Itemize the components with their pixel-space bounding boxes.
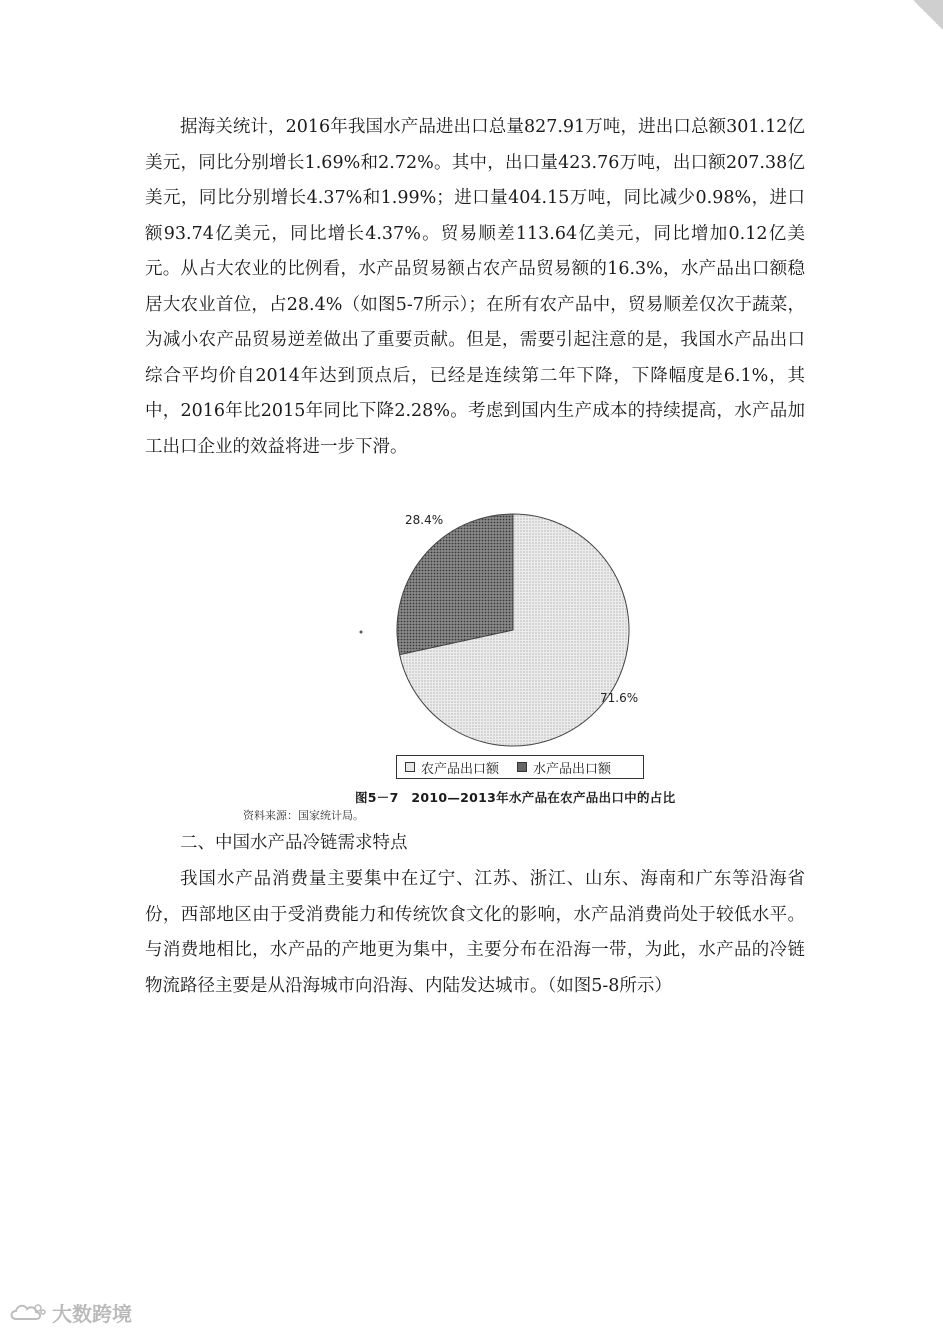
legend-swatch-light	[405, 762, 415, 772]
figure-caption: 图5－7 2010—2013年水产品在农产品出口中的占比	[355, 790, 676, 805]
slice-label-agricultural: 71.6%	[600, 691, 639, 705]
figure-source: 资料来源：国家统计局。	[243, 809, 364, 822]
body-paragraph-2: 我国水产品消费量主要集中在辽宁、江苏、浙江、山东、海南和广东等沿海省份，西部地区由于受消费能力和传统饮食文化的影响，水产品消费尚处于较低水平。与消费地相比，水产品的产地更为集中，主要分布在沿海一带，为此，水产品的冷链物流路径主要是从沿海城市向沿海、内陆发达城市。（如图5-8所示）	[145, 869, 805, 996]
legend-label-aquatic: 水产品出口额	[533, 761, 612, 777]
slice-label-aquatic: 28.4%	[405, 513, 444, 527]
chart-legend	[396, 755, 644, 779]
tick-mark	[360, 631, 363, 634]
legend-item-agricultural	[405, 758, 499, 777]
legend-label-agricultural: 农产品出口额	[421, 761, 500, 777]
legend-item-aquatic	[517, 758, 611, 777]
body-paragraph-1: 据海关统计，2016年我国水产品进出口总量827.91万吨，进出口总额301.12亿美元，同比分别增长1.69%和2.72%。其中，出口量423.76万吨，出口额207.38亿美元，同比分别增长4.37%和1.99%；进口量404.15万吨，同比减少0.98%，进口额93.74亿美元，同比增长4.37%。贸易顺差113.64亿美元，同比增加0.12亿美元。从占大农业的比例看，水产品贸易额占农产品贸易额的16.3%，水产品出口额稳居大农业首位，占28.4%（如图5-7所示）；在所有农产品中，贸易顺差仅次于蔬菜，为减小农产品贸易逆差做出了重要贡献。但是，需要引起注意的是，我国水产品出口综合平均价自2014年达到顶点后，已经是连续第二年下降，下降幅度是6.1%，其中，2016年比2015年同比下降2.28%。考虑到国内生产成本的持续提高，水产品加工出口企业的效益将进一步下滑。	[145, 117, 805, 457]
watermark	[8, 1298, 132, 1327]
cloud-logo-icon	[8, 1301, 46, 1325]
watermark-text: 大数跨境	[52, 1302, 132, 1326]
section-heading: 二、中国水产品冷链需求特点	[180, 833, 408, 853]
page-corner-fold	[913, 0, 943, 30]
pie-chart	[355, 500, 655, 760]
legend-swatch-dark	[517, 762, 527, 772]
pie-slice-aquatic	[397, 514, 513, 655]
